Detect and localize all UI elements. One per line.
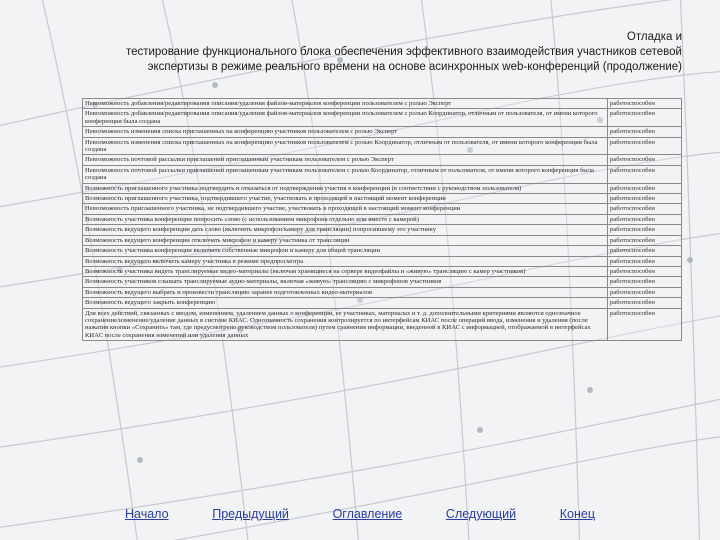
status-cell: работоспособен (608, 287, 682, 297)
status-cell: работоспособен (608, 308, 682, 341)
requirement-cell: Возможность приглашенного участника, подтвердившего участие, участвовать в проходящей в настоящий момент конференции (83, 194, 608, 204)
status-cell: работоспособен (608, 214, 682, 224)
requirement-cell: Возможность участника конференции попросить слово (с использованием микрофона отдельно или вместе с камерой) (83, 214, 608, 224)
nav-start-link[interactable]: Начало (125, 507, 169, 521)
status-cell: работоспособен (608, 266, 682, 276)
page-title-line2: тестирование функционального блока обеспечения эффективного взаимодействия участников сетевой экспертизы в режиме реального времени на основе асинхронных web-конференций (продолжение) (125, 46, 682, 73)
table-row (83, 183, 682, 193)
requirement-cell: Для всех действий, связанных с вводом, изменением, удалением данных о конференции, ее участниках, материалах и т. д. дополнительными критериями являются однозначное сохранение/изменение/удаление данных в системе КИАС. Однозначность сохранения контролируется по интерфейсам КИАС после операций ввода, изменения и удаления (после нажатия кнопки «Сохранить» там, где предусмотрено руководством пользователя) путем сравнения информации, введенной в КИАС с информацией, отображаемой в интерфейсах КИАС после сохранения изменений или удаления данных (83, 308, 608, 341)
status-cell: работоспособен (608, 109, 682, 127)
requirement-cell: Невозможность почтовой рассылки приглашений приглашенным участникам пользователем с ролью Координатор, отличным от пользователя, от имени которого конференция была создана (83, 165, 608, 183)
status-cell: работоспособен (608, 99, 682, 109)
status-cell: работоспособен (608, 183, 682, 193)
table-row (83, 256, 682, 266)
requirement-cell: Невозможность почтовой рассылки приглашений приглашенным участникам пользователем с ролью Эксперт (83, 155, 608, 165)
status-cell: работоспособен (608, 225, 682, 235)
table-row (83, 235, 682, 245)
table-row (83, 308, 682, 341)
status-cell: работоспособен (608, 137, 682, 155)
table-row (83, 246, 682, 256)
navigation-bar (125, 507, 595, 521)
table-row (83, 204, 682, 214)
page-title-line1: Отладка и (626, 31, 682, 43)
requirement-cell: Возможность участника конференции включить собственные микрофон и камеру для общей трансляции (83, 246, 608, 256)
requirement-cell: Возможность участников слышать транслируемые аудио-материалы, включая «живую» трансляцию с микрофонов участников (83, 277, 608, 287)
status-cell: работоспособен (608, 246, 682, 256)
status-cell: работоспособен (608, 204, 682, 214)
table-row (83, 194, 682, 204)
table-row (83, 225, 682, 235)
requirement-cell: Невозможность изменения списка приглашенных на конференцию участников пользователем с ролью Эксперт (83, 127, 608, 137)
table-row (83, 165, 682, 183)
test-results-table (82, 98, 682, 341)
requirement-cell: Невозможность изменения списка приглашенных на конференцию участников пользователем с ролью Координатор, отличным от пользователя, от имени которого конференция была создана (83, 137, 608, 155)
requirement-cell: Возможность ведущего конференции дать слово (включить микрофон/камеру для трансляции) попросившему это участнику (83, 225, 608, 235)
status-cell: работоспособен (608, 256, 682, 266)
table-row (83, 214, 682, 224)
nav-previous-link[interactable]: Предыдущий (212, 507, 289, 521)
status-cell: работоспособен (608, 277, 682, 287)
status-cell: работоспособен (608, 194, 682, 204)
table-row (83, 137, 682, 155)
table-row (83, 155, 682, 165)
requirement-cell: Возможность ведущего конференции отключать микрофон и камеру участника от трансляции (83, 235, 608, 245)
page-title (82, 30, 682, 75)
status-cell: работоспособен (608, 155, 682, 165)
status-cell: работоспособен (608, 127, 682, 137)
nav-contents-link[interactable]: Оглавление (332, 507, 403, 521)
status-cell: работоспособен (608, 165, 682, 183)
requirement-cell: Возможность ведущего выбрать и произвести трансляцию заранее подготовленных видео-материалов (83, 287, 608, 297)
requirement-cell: Возможность ведущего включить камеру участника в режиме предпросмотра (83, 256, 608, 266)
table-row (83, 99, 682, 109)
nav-end-link[interactable]: Конец (559, 507, 595, 521)
requirement-cell: Невозможность приглашенного участника, не подтвердившего участие, участвовать в проходящей в настоящий момент конференции (83, 204, 608, 214)
nav-next-link[interactable]: Следующий (445, 507, 517, 521)
table-row (83, 287, 682, 297)
requirement-cell: Возможность приглашенного участника подтвердить и отказаться от подтверждения участия в конференции (в соответствии с руководством пользователя) (83, 183, 608, 193)
table-row (83, 109, 682, 127)
table-row (83, 127, 682, 137)
requirement-cell: Возможность участника видеть транслируемые видео-материалы (включая хранящиеся на сервере видеофайлы и «живую» трансляцию с камер участников) (83, 266, 608, 276)
requirement-cell: Возможность ведущего закрыть конференцию (83, 298, 608, 308)
table-row (83, 266, 682, 276)
status-cell: работоспособен (608, 235, 682, 245)
requirement-cell: Невозможность добавления/редактирования описания/удаления файлов-материалов конференции пользователем с ролью Эксперт (83, 99, 608, 109)
table-row (83, 298, 682, 308)
status-cell: работоспособен (608, 298, 682, 308)
table-row (83, 277, 682, 287)
requirement-cell: Невозможность добавления/редактирования описания/удаления файлов-материалов конференции пользователем с ролью Координатор, отличным от пользователя, от имени которого конференция была создана (83, 109, 608, 127)
